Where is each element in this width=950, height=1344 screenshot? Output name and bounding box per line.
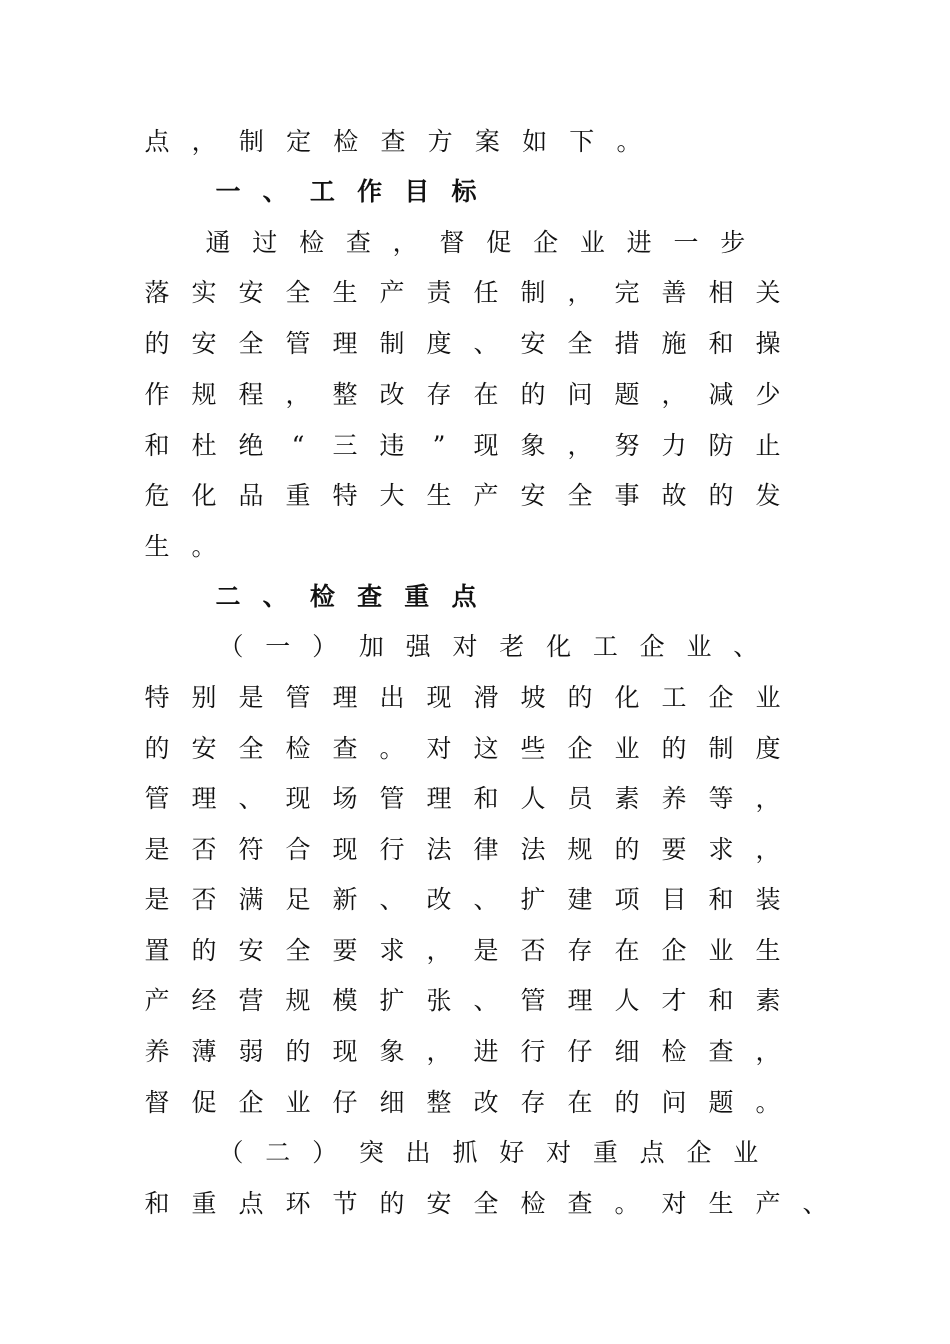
text-line: 和 重 点 环 节 的 安 全 检 查 。 对 生 产 、 — [144, 1189, 828, 1218]
text-line: 管 理 、 现 场 管 理 和 人 员 素 养 等 ， — [144, 784, 781, 813]
text-line: 特 别 是 管 理 出 现 滑 坡 的 化 工 企 业 — [144, 683, 781, 712]
text-line: 通 过 检 查 ， 督 促 企 业 进 一 步 — [205, 228, 746, 257]
text-line: 置 的 安 全 要 求 ， 是 否 存 在 企 业 生 — [144, 936, 781, 965]
section-heading: 二 、 检 查 重 点 — [215, 582, 477, 611]
text-line: 落 实 安 全 生 产 责 任 制 ， 完 善 相 关 — [144, 278, 781, 307]
text-line: （ 二 ） 突 出 抓 好 对 重 点 企 业 — [218, 1138, 759, 1167]
text-line: 的 安 全 检 查 。 对 这 些 企 业 的 制 度 — [144, 734, 781, 763]
text-line: 作 规 程 ， 整 改 存 在 的 问 题 ， 减 少 — [144, 380, 781, 409]
text-line: 危 化 品 重 特 大 生 产 安 全 事 故 的 发 — [144, 481, 781, 510]
text-line: 是 否 满 足 新 、 改 、 扩 建 项 目 和 装 — [144, 885, 781, 914]
text-line: 生 。 — [144, 532, 217, 561]
text-line: 的 安 全 管 理 制 度 、 安 全 措 施 和 操 — [144, 329, 781, 358]
text-line: 和 杜 绝 “ 三 违 ” 现 象 ， 努 力 防 止 — [144, 431, 781, 460]
text-line: 督 促 企 业 仔 细 整 改 存 在 的 问 题 。 — [144, 1088, 781, 1117]
text-line: （ 一 ） 加 强 对 老 化 工 企 业 、 — [218, 632, 759, 661]
text-line: 是 否 符 合 现 行 法 律 法 规 的 要 求 ， — [144, 835, 781, 864]
section-heading: 一 、 工 作 目 标 — [215, 177, 477, 206]
text-line: 点 ， 制 定 检 查 方 案 如 下 。 — [144, 127, 642, 156]
text-line: 养 薄 弱 的 现 象 ， 进 行 仔 细 检 查 ， — [144, 1037, 781, 1066]
text-line: 产 经 营 规 模 扩 张 、 管 理 人 才 和 素 — [144, 986, 781, 1015]
